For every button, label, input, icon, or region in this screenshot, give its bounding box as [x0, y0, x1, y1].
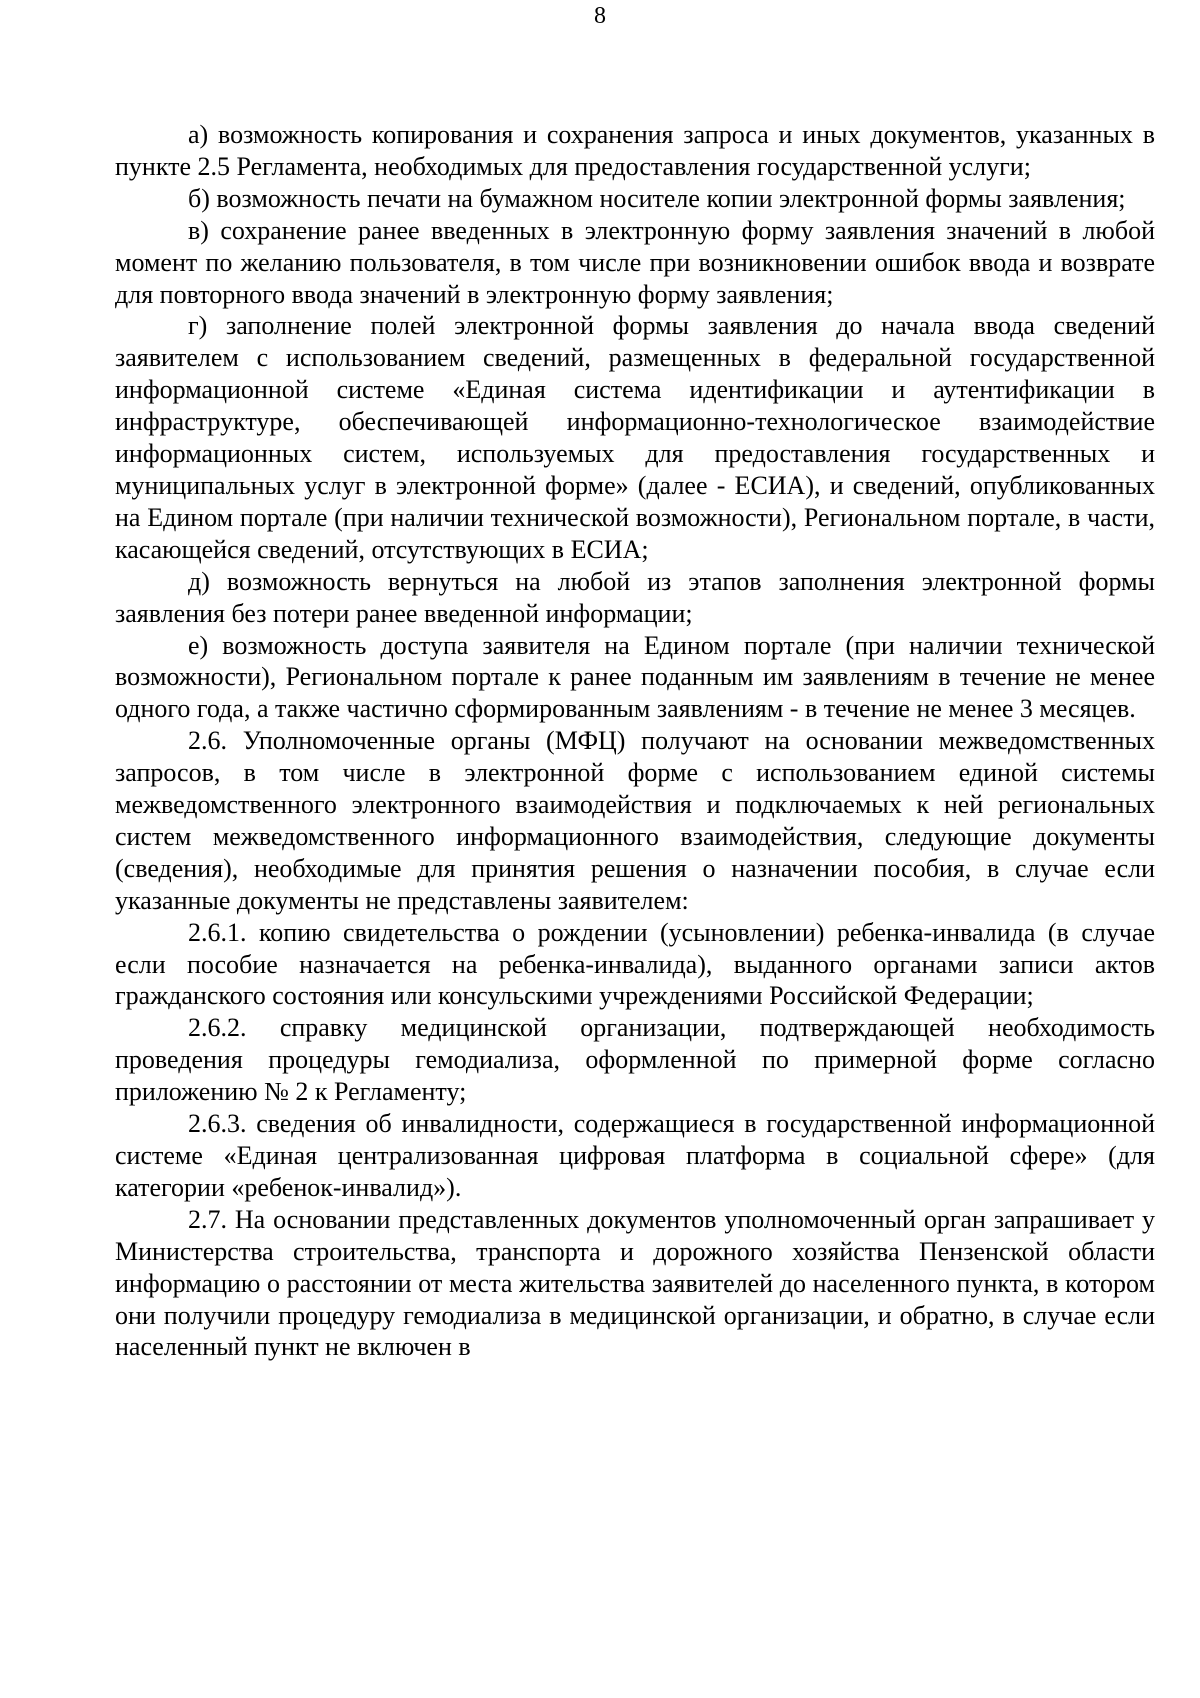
- paragraph-2-5-g: г) заполнение полей электронной формы заявления до начала ввода сведений заявителем с использованием сведений, размещенных в федеральной государственной информационной системе «Единая система идентификации и аутентификации в инфраструктуре, обеспечивающей информационно-технологическое взаимодействие информационных систем, используемых для предоставления государственных и муниципальных услуг в электронной форме» (далее - ЕСИА), и сведений, опубликованных на Едином портале (при наличии технической возможности), Региональном портале, в части, касающейся сведений, отсутствующих в ЕСИА;: [115, 311, 1155, 564]
- document-body: [115, 119, 1155, 1363]
- paragraph-2-5-b: б) возможность печати на бумажном носителе копии электронной формы заявления;: [188, 183, 1126, 213]
- paragraph-2-5-v: в) сохранение ранее введенных в электронную форму заявления значений в любой момент по желанию пользователя, в том числе при возникновении ошибок ввода и возврате для повторного ввода значений в электронную форму заявления;: [115, 215, 1155, 309]
- paragraph-2-5-e: е) возможность доступа заявителя на Едином портале (при наличии технической возможности), Региональном портале к ранее поданным им заявлениям в течение не менее одного года, а также частично сформированным заявлениям - в течение не менее 3 месяцев.: [115, 630, 1155, 724]
- paragraph-2-6: 2.6. Уполномоченные органы (МФЦ) получают на основании межведомственных запросов, в том числе в электронной форме с использованием единой системы межведомственного электронного взаимодействия и подключаемых к ней региональных систем межведомственного информационного взаимодействия, следующие документы (сведения), необходимые для принятия решения о назначении пособия, в случае если указанные документы не представлены заявителем:: [115, 726, 1155, 915]
- page-number: 8: [594, 3, 606, 29]
- paragraph-2-5-a: а) возможность копирования и сохранения запроса и иных документов, указанных в пункте 2.5 Регламента, необходимых для предоставления государственной услуги;: [115, 120, 1155, 181]
- paragraph-2-5-d: д) возможность вернуться на любой из этапов заполнения электронной формы заявления без потери ранее введенной информации;: [115, 566, 1155, 628]
- paragraph-2-6-2: 2.6.2. справку медицинской организации, подтверждающей необходимость проведения процедуры гемодиализа, оформленной по примерной форме согласно приложению № 2 к Регламенту;: [115, 1013, 1155, 1107]
- paragraph-2-6-1: 2.6.1. копию свидетельства о рождении (усыновлении) ребенка-инвалида (в случае если пособие назначается на ребенка-инвалида), выданного органами записи актов гражданского состояния или консульскими учреждениями Российской Федерации;: [115, 917, 1155, 1011]
- paragraph-2-6-3: 2.6.3. сведения об инвалидности, содержащиеся в государственной информационной системе «Единая централизованная цифровая платформа в социальной сфере» (для категории «ребенок-инвалид»).: [115, 1109, 1155, 1202]
- paragraph-2-7: 2.7. На основании представленных документов уполномоченный орган запрашивает у Министерства строительства, транспорта и дорожного хозяйства Пензенской области информацию о расстоянии от места жительства заявителей до населенного пункта, в котором они получили процедуру гемодиализа в медицинской организации, и обратно, в случае если населенный пункт не включен в: [115, 1204, 1155, 1362]
